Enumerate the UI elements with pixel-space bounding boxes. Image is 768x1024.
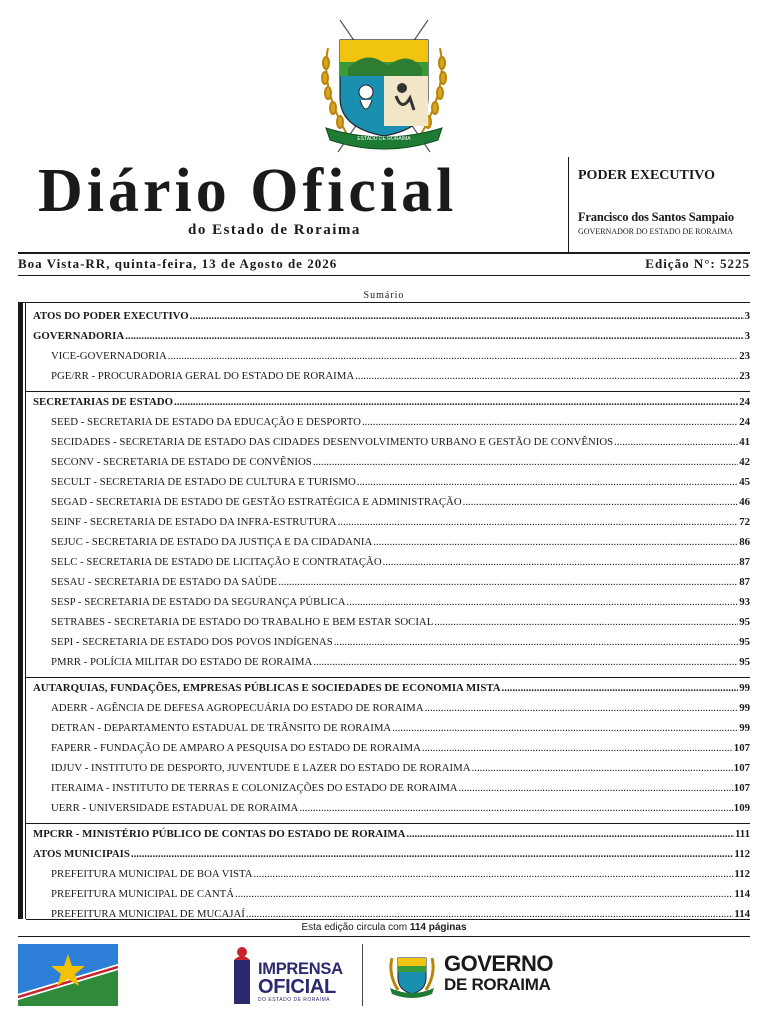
circulation-note (0, 922, 768, 933)
toc-entry-label: ADERR - AGÊNCIA DE DEFESA AGROPECUÁRIA DO ESTADO DE RORAIMA (51, 702, 424, 714)
toc-section-entry[interactable] (33, 827, 750, 841)
toc-dot-leader (459, 781, 733, 795)
toc-sub-entry[interactable] (51, 555, 750, 569)
toc-entry-label: PREFEITURA MUNICIPAL DE CANTÁ (51, 888, 235, 900)
toc-sub-entry[interactable] (51, 455, 750, 469)
governor-role: GOVERNADOR DO ESTADO DE RORAIMA (578, 227, 733, 236)
circulation-prefix: Esta edição circula com (301, 922, 408, 933)
toc-entry-label: UERR - UNIVERSIDADE ESTADUAL DE RORAIMA (51, 802, 299, 814)
top-rule (18, 252, 750, 254)
governo-logo-line1: GOVERNO (444, 951, 553, 976)
toc-page-number: 99 (739, 722, 750, 734)
toc-entry-label: ATOS MUNICIPAIS (33, 848, 130, 860)
toc-page-number: 99 (739, 682, 750, 694)
toc-sub-entry[interactable] (51, 415, 750, 429)
toc-sub-entry[interactable] (51, 575, 750, 589)
toc-group-separator (26, 677, 750, 678)
toc-sub-entry[interactable] (51, 475, 750, 489)
toc-page-number: 95 (739, 656, 750, 668)
toc-page-number: 112 (734, 868, 750, 880)
circulation-pages: 114 páginas (409, 922, 467, 933)
branch-label: PODER EXECUTIVO (578, 168, 716, 183)
toc-dot-leader (357, 475, 738, 489)
toc-dot-leader (502, 681, 739, 695)
toc-entry-label: PMRR - POLÍCIA MILITAR DO ESTADO DE RORAIMA (51, 656, 313, 668)
toc-page-number: 87 (739, 556, 750, 568)
toc-page-number: 109 (733, 802, 750, 814)
toc-entry-label: IDJUV - INSTITUTO DE DESPORTO, JUVENTUDE E LAZER DO ESTADO DE RORAIMA (51, 762, 471, 774)
footer-rule (18, 936, 750, 937)
toc-entry-label: SECONV - SECRETARIA DE ESTADO DE CONVÊNIOS (51, 456, 312, 468)
toc-dot-leader (254, 867, 734, 881)
imprensa-logo-line2: OFICIAL (258, 976, 336, 998)
toc-entry-label: SEGAD - SECRETARIA DE ESTADO DE GESTÃO ESTRATÉGICA E ADMINISTRAÇÃO (51, 496, 462, 508)
toc-section-entry[interactable] (33, 395, 750, 409)
toc-dot-leader (190, 309, 744, 323)
toc-dot-leader (347, 595, 739, 609)
toc-entry-label: SETRABES - SECRETARIA DE ESTADO DO TRABALHO E BEM ESTAR SOCIAL (51, 616, 434, 628)
toc-sub-entry[interactable] (51, 741, 750, 755)
toc-entry-label: MPCRR - MINISTÉRIO PÚBLICO DE CONTAS DO ESTADO DE RORAIMA (33, 828, 406, 840)
newspaper-title: Diário Oficial (38, 157, 458, 225)
toc-page-number: 95 (739, 636, 750, 648)
toc-entry-label: PREFEITURA MUNICIPAL DE BOA VISTA (51, 868, 253, 880)
toc-page-number: 111 (734, 828, 750, 840)
toc-section-entry[interactable] (33, 329, 750, 343)
toc-sub-entry[interactable] (51, 655, 750, 669)
toc-page-number: 3 (744, 330, 750, 342)
toc-sub-entry[interactable] (51, 435, 750, 449)
toc-dot-leader (168, 349, 738, 363)
toc-sub-entry[interactable] (51, 515, 750, 529)
toc-entry-label: SEJUC - SECRETARIA DE ESTADO DA JUSTIÇA E DA CIDADANIA (51, 536, 373, 548)
toc-sub-entry[interactable] (51, 349, 750, 363)
toc-dot-leader (299, 801, 732, 815)
toc-entry-label: SECRETARIAS DE ESTADO (33, 396, 173, 408)
toc-page-number: 45 (739, 476, 750, 488)
toc-page-number: 114 (734, 908, 750, 920)
toc-entry-label: SECIDADES - SECRETARIA DE ESTADO DAS CIDADES DESENVOLVIMENTO URBANO E GESTÃO DE CONVÊNIOS (51, 436, 614, 448)
toc-dot-leader (246, 907, 734, 921)
toc-section-entry[interactable] (33, 847, 750, 861)
toc-section-entry[interactable] (33, 309, 750, 323)
toc-entry-label: DETRAN - DEPARTAMENTO ESTADUAL DE TRÂNSITO DE RORAIMA (51, 722, 392, 734)
toc-page-number: 95 (739, 616, 750, 628)
toc-page-number: 24 (739, 416, 750, 428)
toc-sub-entry[interactable] (51, 635, 750, 649)
governo-coat-icon (386, 950, 438, 998)
toc-entry-label: ATOS DO PODER EXECUTIVO (33, 310, 189, 322)
toc-group-separator (26, 391, 750, 392)
governor-name: Francisco dos Santos Sampaio (578, 210, 734, 224)
toc-page-number: 23 (739, 350, 750, 362)
toc-dot-leader (383, 555, 739, 569)
coat-banner-text: ESTADO DE RORAIMA (357, 136, 411, 142)
toc-dot-leader (278, 575, 738, 589)
toc-sub-entry[interactable] (51, 495, 750, 509)
toc-page-number: 93 (739, 596, 750, 608)
toc-page-number: 24 (739, 396, 750, 408)
toc-page-number: 46 (739, 496, 750, 508)
toc-sub-entry[interactable] (51, 867, 750, 881)
toc-sub-entry[interactable] (51, 721, 750, 735)
toc-dot-leader (313, 655, 738, 669)
toc-left-bar (18, 303, 23, 919)
toc-page-number: 107 (733, 762, 750, 774)
roraima-flag (18, 944, 118, 1006)
toc-dot-leader (235, 887, 733, 901)
dateline: Boa Vista-RR, quinta-feira, 13 de Agosto de 2026 (18, 256, 338, 271)
toc-dot-leader (406, 827, 734, 841)
toc-entry-label: PREFEITURA MUNICIPAL DE MUCAJAÍ (51, 908, 245, 920)
toc-sub-entry[interactable] (51, 907, 750, 921)
toc-entry-label: SESAU - SECRETARIA DE ESTADO DA SAÚDE (51, 576, 278, 588)
toc-page-number: 99 (739, 702, 750, 714)
toc-sub-entry[interactable] (51, 535, 750, 549)
toc-sub-entry[interactable] (51, 615, 750, 629)
imprensa-logo-line1: IMPRENSA (258, 960, 343, 978)
toc-dot-leader (334, 635, 738, 649)
toc-dot-leader (392, 721, 738, 735)
toc-entry-label: ITERAIMA - INSTITUTO DE TERRAS E COLONIZAÇÕES DO ESTADO DE RORAIMA (51, 782, 458, 794)
toc-page-number: 72 (739, 516, 750, 528)
imprensa-logo-line3: DO ESTADO DE RORAIMA (258, 997, 331, 1003)
toc-group-separator (26, 823, 750, 824)
toc-dot-leader (434, 615, 738, 629)
toc-page-number: 23 (739, 370, 750, 382)
toc-left-line (25, 303, 26, 919)
toc-dot-leader (355, 369, 738, 383)
toc-entry-label: VICE-GOVERNADORIA (51, 350, 167, 362)
toc-dot-leader (313, 455, 738, 469)
footer-divider (362, 944, 363, 1006)
toc-dot-leader (614, 435, 738, 449)
toc-page-number: 3 (744, 310, 750, 322)
toc-page-number: 42 (739, 456, 750, 468)
toc-entry-label: FAPERR - FUNDAÇÃO DE AMPARO A PESQUISA DO ESTADO DE RORAIMA (51, 742, 421, 754)
toc-entry-label: SEPI - SECRETARIA DE ESTADO DOS POVOS INDÍGENAS (51, 636, 333, 648)
toc-page-number: 86 (739, 536, 750, 548)
toc-dot-leader (338, 515, 739, 529)
toc-entry-label: AUTARQUIAS, FUNDAÇÕES, EMPRESAS PÚBLICAS E SOCIEDADES DE ECONOMIA MISTA (33, 682, 501, 694)
toc-page-number: 114 (734, 888, 750, 900)
toc-dot-leader (422, 741, 733, 755)
toc-sub-entry[interactable] (51, 887, 750, 901)
toc-dot-leader (174, 395, 738, 409)
toc-dot-leader (362, 415, 738, 429)
toc-dot-leader (131, 847, 734, 861)
toc-dot-leader (472, 761, 733, 775)
toc-dot-leader (463, 495, 739, 509)
toc-entry-label: SEINF - SECRETARIA DE ESTADO DA INFRA-ESTRUTURA (51, 516, 337, 528)
toc-entry-label: SELC - SECRETARIA DE ESTADO DE LICITAÇÃO E CONTRATAÇÃO (51, 556, 382, 568)
toc-entry-label: SEED - SECRETARIA DE ESTADO DA EDUCAÇÃO E DESPORTO (51, 416, 361, 428)
governo-logo-line2: DE RORAIMA (444, 975, 551, 994)
toc-entry-label: SECULT - SECRETARIA DE ESTADO DE CULTURA E TURISMO (51, 476, 356, 488)
toc-sub-entry[interactable] (51, 701, 750, 715)
newspaper-subtitle: do Estado de Roraima (188, 222, 361, 238)
toc-page-number: 112 (734, 848, 750, 860)
toc-dot-leader (373, 535, 738, 549)
toc-section-entry[interactable] (33, 681, 750, 695)
toc-page-number: 87 (739, 576, 750, 588)
toc-dot-leader (425, 701, 739, 715)
summary-heading: Sumário (363, 290, 405, 301)
edition-number: Edição N°: 5225 (645, 256, 750, 271)
coat-of-arms-emblem (318, 18, 450, 158)
toc-page-number: 107 (733, 782, 750, 794)
toc-sub-entry[interactable] (51, 781, 750, 795)
toc-sub-entry[interactable] (51, 761, 750, 775)
table-of-contents (18, 302, 750, 920)
toc-entry-label: GOVERNADORIA (33, 330, 125, 342)
toc-page-number: 41 (739, 436, 750, 448)
toc-sub-entry[interactable] (51, 595, 750, 609)
toc-dot-leader (125, 329, 743, 343)
toc-entry-label: PGE/RR - PROCURADORIA GERAL DO ESTADO DE RORAIMA (51, 370, 355, 382)
masthead-divider (568, 157, 569, 253)
toc-entry-label: SESP - SECRETARIA DE ESTADO DA SEGURANÇA PÚBLICA (51, 596, 346, 608)
toc-sub-entry[interactable] (51, 369, 750, 383)
date-rule (18, 275, 750, 276)
toc-sub-entry[interactable] (51, 801, 750, 815)
toc-page-number: 107 (733, 742, 750, 754)
